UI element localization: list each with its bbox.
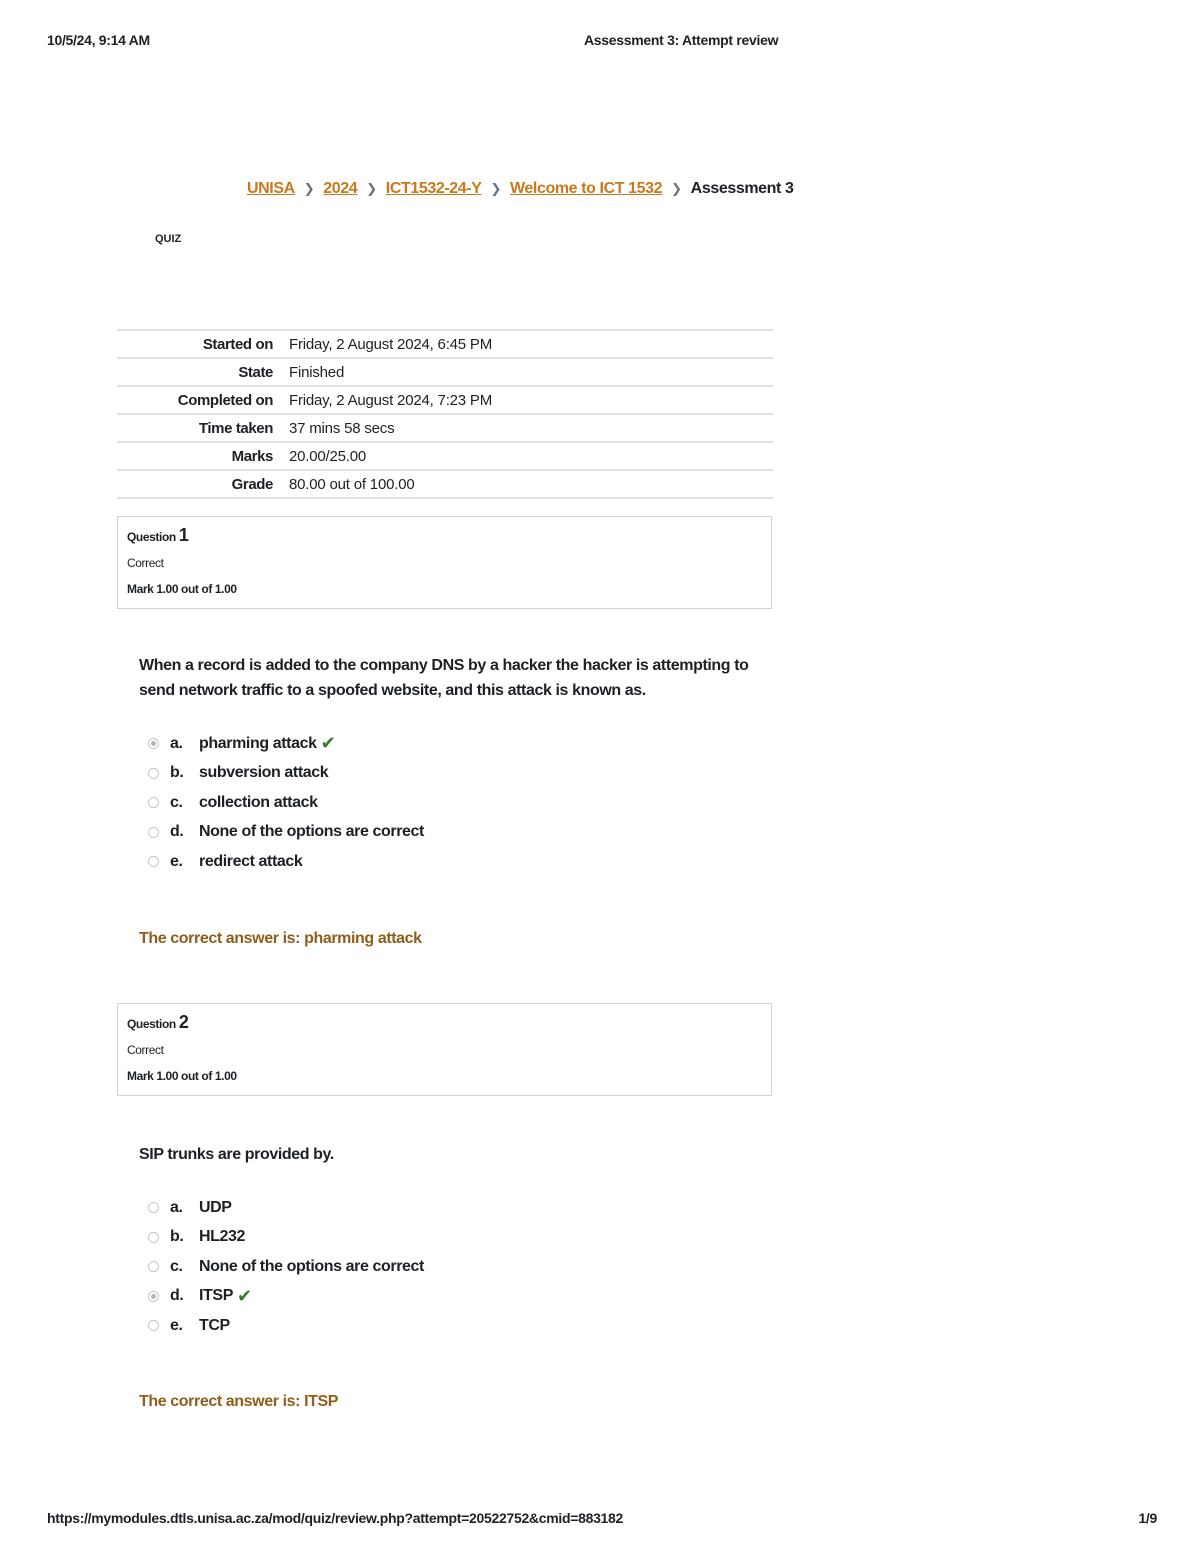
summary-value: 20.00/25.00 <box>289 448 367 465</box>
radio-button[interactable] <box>148 738 159 749</box>
answer-letter: a. <box>170 734 183 752</box>
breadcrumb-current: Assessment 3 <box>690 180 794 197</box>
summary-value: Finished <box>289 364 345 381</box>
breadcrumb-link-year[interactable]: 2024 <box>323 180 358 197</box>
breadcrumb <box>247 180 794 198</box>
attempt-summary-table <box>117 329 773 499</box>
breadcrumb-link-unisa[interactable]: UNISA <box>247 180 295 197</box>
answer-option[interactable] <box>148 1193 424 1223</box>
question-text: When a record is added to the company DNS by a hacker the hacker is attempting to send network traffic to a spoofed website, and this attack is known as. <box>139 657 749 699</box>
answer-text: None of the options are correct <box>199 1257 424 1275</box>
summary-row-completed <box>117 386 773 414</box>
question-info-box <box>117 516 772 609</box>
question-number: Question 1 <box>127 525 189 545</box>
summary-label: Marks <box>231 448 273 465</box>
answer-option[interactable] <box>148 1282 424 1312</box>
question-info-box <box>117 1003 772 1096</box>
summary-row-state <box>117 358 773 386</box>
question-grade: Mark 1.00 out of 1.00 <box>127 582 237 596</box>
question-number: Question 2 <box>127 1012 189 1032</box>
answer-list <box>148 1193 424 1341</box>
summary-label: Time taken <box>198 420 273 437</box>
summary-value: 37 mins 58 secs <box>289 420 395 437</box>
answer-text: subversion attack <box>199 764 329 782</box>
breadcrumb-link-welcome[interactable]: Welcome to ICT 1532 <box>510 180 663 197</box>
summary-label: Completed on <box>177 392 273 409</box>
answer-option[interactable] <box>148 788 424 818</box>
answer-letter: c. <box>170 1257 183 1275</box>
answer-option[interactable] <box>148 1223 424 1253</box>
radio-button[interactable] <box>148 856 159 867</box>
question-grade: Mark 1.00 out of 1.00 <box>127 1069 237 1083</box>
answer-option[interactable] <box>148 1252 424 1282</box>
right-answer-feedback: The correct answer is: pharming attack <box>139 930 422 947</box>
answer-list <box>148 729 424 877</box>
summary-row-time <box>117 414 773 442</box>
answer-option[interactable] <box>148 847 424 877</box>
answer-text: redirect attack <box>199 852 303 870</box>
radio-button[interactable] <box>148 827 159 838</box>
chevron-right-icon: ❯ <box>490 181 501 196</box>
checkmark-icon: ✔ <box>236 1285 252 1306</box>
answer-option[interactable] <box>148 818 424 848</box>
answer-letter: b. <box>170 1228 184 1246</box>
answer-letter: e. <box>170 1316 183 1334</box>
chevron-right-icon: ❯ <box>366 181 377 196</box>
chevron-right-icon: ❯ <box>671 181 682 196</box>
answer-text: HL232 <box>199 1228 246 1246</box>
answer-letter: e. <box>170 852 183 870</box>
summary-row-grade <box>117 470 773 498</box>
answer-option[interactable] <box>148 1311 424 1341</box>
summary-value: 80.00 out of 100.00 <box>289 476 415 493</box>
radio-button[interactable] <box>148 1291 159 1302</box>
answer-text: UDP <box>199 1198 232 1216</box>
answer-text: None of the options are correct <box>199 823 424 841</box>
summary-label: State <box>238 364 273 381</box>
summary-label: Started on <box>202 336 273 353</box>
question-text: SIP trunks are provided by. <box>139 1146 334 1163</box>
radio-button[interactable] <box>148 1320 159 1331</box>
radio-button[interactable] <box>148 1261 159 1272</box>
answer-letter: d. <box>170 1287 184 1305</box>
radio-button[interactable] <box>148 1202 159 1213</box>
answer-option[interactable] <box>148 759 424 789</box>
answer-text: TCP <box>199 1316 230 1334</box>
activity-type-label: QUIZ <box>155 233 182 245</box>
answer-option[interactable] <box>148 729 424 759</box>
right-answer-feedback: The correct answer is: ITSP <box>139 1393 339 1410</box>
summary-value: Friday, 2 August 2024, 7:23 PM <box>289 392 493 409</box>
summary-row-marks <box>117 442 773 470</box>
question-state: Correct <box>127 556 164 570</box>
print-url: https://mymodules.dtls.unisa.ac.za/mod/quiz/review.php?attempt=20522752&cmid=883182 <box>47 1510 624 1526</box>
radio-button[interactable] <box>148 1232 159 1243</box>
answer-text: pharming attack <box>199 734 317 752</box>
question-state: Correct <box>127 1043 164 1057</box>
answer-letter: c. <box>170 793 183 811</box>
radio-button[interactable] <box>148 768 159 779</box>
print-date: 10/5/24, 9:14 AM <box>47 32 150 48</box>
answer-letter: a. <box>170 1198 183 1216</box>
checkmark-icon: ✔ <box>320 733 336 754</box>
print-title: Assessment 3: Attempt review <box>584 32 779 48</box>
summary-value: Friday, 2 August 2024, 6:45 PM <box>289 336 493 353</box>
answer-text: ITSP <box>199 1287 233 1305</box>
radio-button[interactable] <box>148 797 159 808</box>
chevron-right-icon: ❯ <box>303 181 315 196</box>
answer-letter: d. <box>170 823 184 841</box>
summary-row-started <box>117 330 773 358</box>
answer-letter: b. <box>170 764 184 782</box>
breadcrumb-link-course[interactable]: ICT1532-24-Y <box>385 180 482 197</box>
answer-text: collection attack <box>199 793 318 811</box>
summary-label: Grade <box>231 476 273 493</box>
page-number: 1/9 <box>1138 1510 1157 1526</box>
